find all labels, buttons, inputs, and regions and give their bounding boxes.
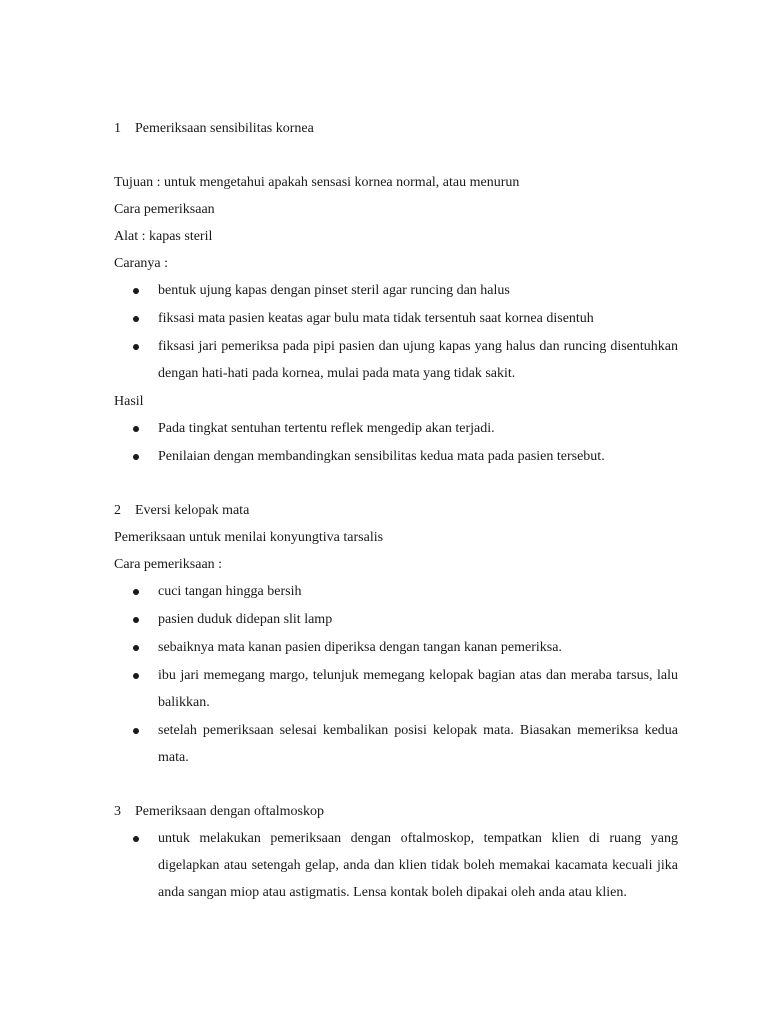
section-1-hasil-list bbox=[114, 415, 678, 470]
bullet-icon bbox=[133, 454, 139, 460]
bullet-icon bbox=[133, 288, 139, 294]
list-item: fiksasi mata pasien keatas agar bulu mata tidak tersentuh saat kornea disentuh bbox=[114, 305, 678, 332]
bullet-icon bbox=[133, 836, 139, 842]
list-item: pasien duduk didepan slit lamp bbox=[114, 606, 678, 633]
section-1-tujuan: Tujuan : untuk mengetahui apakah sensasi kornea normal, atau menurun bbox=[114, 175, 520, 190]
section-2-list bbox=[114, 578, 678, 771]
section-2-purpose: Pemeriksaan untuk menilai konyungtiva tarsalis bbox=[114, 530, 384, 545]
section-2-cara-label: Cara pemeriksaan : bbox=[114, 557, 223, 572]
section-3-heading bbox=[114, 798, 678, 825]
bullet-icon bbox=[133, 316, 139, 322]
section-title: Pemeriksaan sensibilitas kornea bbox=[135, 121, 314, 136]
section-1-cara-label: Cara pemeriksaan bbox=[114, 202, 215, 217]
bullet-icon bbox=[133, 426, 139, 432]
list-item: sebaiknya mata kanan pasien diperiksa dengan tangan kanan pemeriksa. bbox=[114, 634, 678, 661]
section-title: Pemeriksaan dengan oftalmoskop bbox=[135, 804, 324, 819]
section-1-alat: Alat : kapas steril bbox=[114, 229, 213, 244]
list-item: untuk melakukan pemeriksaan dengan oftalmoskop, tempatkan klien di ruang yang digelapkan atau setengah gelap, anda dan klien tidak boleh memakai kacamata kecuali jika anda sangan miop atau astigmatis. Lensa kontak boleh dipakai oleh anda atau klien. bbox=[114, 825, 678, 906]
bullet-icon bbox=[133, 617, 139, 623]
list-item: Penilaian dengan membandingkan sensibilitas kedua mata pada pasien tersebut. bbox=[114, 443, 678, 470]
list-item: ibu jari memegang margo, telunjuk memegang kelopak bagian atas dan meraba tarsus, lalu balikkan. bbox=[114, 662, 678, 716]
section-1-caranya-list bbox=[114, 277, 678, 387]
bullet-icon bbox=[133, 589, 139, 595]
section-1-heading bbox=[114, 115, 678, 142]
list-item: Pada tingkat sentuhan tertentu reflek mengedip akan terjadi. bbox=[114, 415, 678, 442]
section-2-heading bbox=[114, 497, 678, 524]
bullet-icon bbox=[133, 673, 139, 679]
bullet-icon bbox=[133, 728, 139, 734]
section-number: 1 bbox=[114, 121, 121, 136]
section-3-list bbox=[114, 825, 678, 906]
section-title: Eversi kelopak mata bbox=[135, 503, 250, 518]
list-item: fiksasi jari pemeriksa pada pipi pasien dan ujung kapas yang halus dan runcing disentuhkan dengan hati-hati pada kornea, mulai pada mata yang tidak sakit. bbox=[114, 333, 678, 387]
list-item: bentuk ujung kapas dengan pinset steril agar runcing dan halus bbox=[114, 277, 678, 304]
section-number: 3 bbox=[114, 804, 121, 819]
list-item: cuci tangan hingga bersih bbox=[114, 578, 678, 605]
section-number: 2 bbox=[114, 503, 121, 518]
section-1-hasil-label: Hasil bbox=[114, 394, 144, 409]
list-item: setelah pemeriksaan selesai kembalikan posisi kelopak mata. Biasakan memeriksa kedua mata. bbox=[114, 717, 678, 771]
bullet-icon bbox=[133, 344, 139, 350]
bullet-icon bbox=[133, 645, 139, 651]
document-content bbox=[114, 115, 678, 907]
section-1-caranya-label: Caranya : bbox=[114, 256, 169, 271]
